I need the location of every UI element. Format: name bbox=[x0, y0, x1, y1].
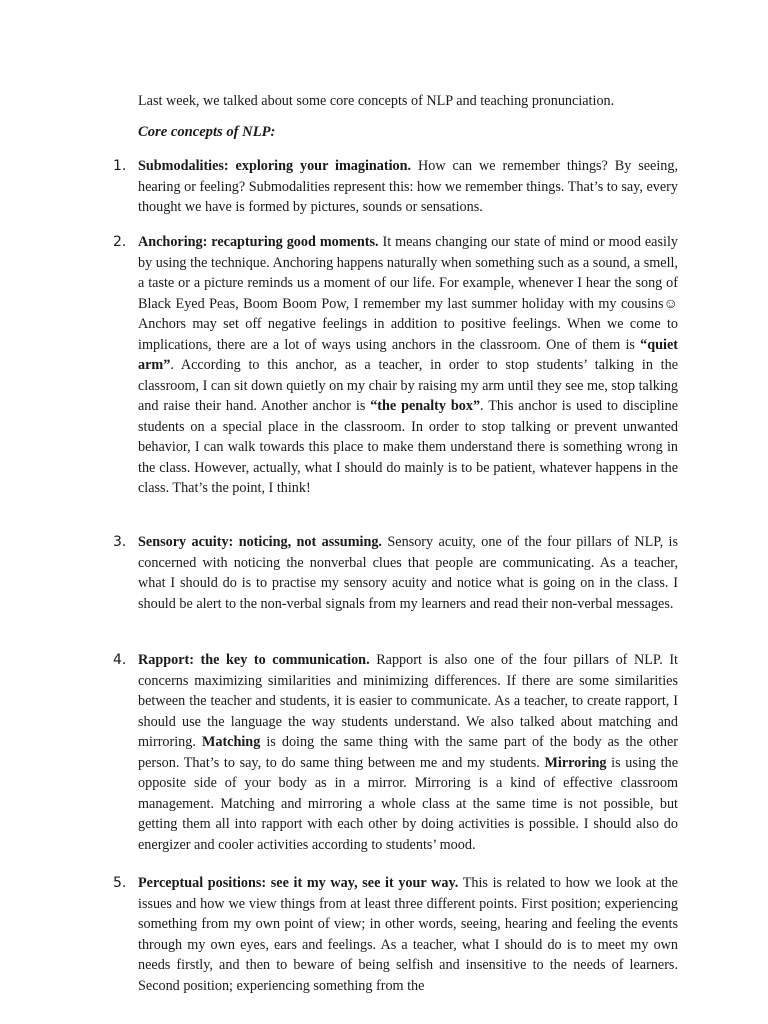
list-item-4 bbox=[113, 650, 678, 855]
text-run: . This anchor is used to discipline students on a special place in the classroom. In order to stop talking or prevent unwanted behavior, I can walk towards this place to make them understand there is something wrong in the class. However, actually, what I should do mainly is to be patient, whatever happens in the class. That’s the point, I think! bbox=[138, 398, 679, 496]
bold-phrase: Matching bbox=[201, 734, 261, 750]
list-item-5 bbox=[113, 873, 678, 996]
item-text bbox=[138, 650, 678, 855]
bold-phrase: Anchoring: recapturing good moments. bbox=[138, 234, 379, 250]
bold-phrase: “quiet arm” bbox=[138, 336, 678, 373]
item-number: 1. bbox=[113, 158, 127, 174]
text-run: is doing the same thing with the same part of the body as the other person. That’s to say, to do same thing between me and my students. bbox=[138, 734, 678, 771]
list-item-2 bbox=[113, 232, 678, 499]
list-item-1 bbox=[113, 156, 678, 218]
text-run: Rapport is also one of the four pillars of NLP. It concerns maximizing similarities and minimizing differences. If there are some similarities between the teacher and students, it is easier to communicate. As a teacher, to create rapport, I should use the language the way students understand. We also talked about matching and mirroring. bbox=[138, 652, 678, 750]
text-run: is using the opposite side of your body as in a mirror. Mirroring is a kind of effective classroom management. Matching and mirroring a whole class at the same time is not possible, but getting them all into rapport with each other by doing activities is possible. I should also do energizer and cooler activities according to students’ mood. bbox=[138, 754, 678, 853]
item-text bbox=[138, 232, 678, 499]
text-run: This is related to how we look at the issues and how we view things from at least three different points. First position; experiencing something from my own point of view; in other words, seeing, hearing and feeling the events through my own eyes, ears and feelings. As a teacher, what I should do is to meet my own needs firstly, and then to beware of being selfish and insensitive to the needs of learners. Second position; experiencing something from the bbox=[138, 875, 678, 994]
text-run: How can we remember things? By seeing, hearing or feeling? Submodalities represent this: how we remember things. That’s to say, every thought we have is formed by pictures, sounds or sensations. bbox=[138, 158, 678, 215]
item-number: 3. bbox=[113, 534, 127, 550]
bold-phrase: Sensory acuity: noticing, not assuming. bbox=[138, 534, 382, 550]
intro-paragraph: Last week, we talked about some core concepts of NLP and teaching pronunciation. bbox=[138, 93, 615, 109]
list-item-3 bbox=[113, 532, 678, 614]
section-heading: Core concepts of NLP: bbox=[138, 124, 276, 140]
item-text bbox=[138, 156, 678, 218]
item-number: 5. bbox=[113, 875, 127, 891]
text-run: Sensory acuity, one of the four pillars of NLP, is concerned with noticing the nonverbal clues that people are communicating. As a teacher, what I should do is to practise my sensory acuity and notice what is going on in the class. I should be alert to the non-verbal signals from my learners and read their non-verbal messages. bbox=[138, 534, 678, 612]
bold-phrase: Mirroring bbox=[544, 754, 607, 771]
item-text bbox=[138, 532, 678, 614]
item-number: 4. bbox=[113, 652, 127, 668]
text-run: It means changing our state of mind or mood easily by using the technique. Anchoring happens naturally when something such as a sound, a smell, a taste or a picture reminds us a moment of our life. For example, whenever I hear the song of Black Eyed Peas, Boom Boom Pow, I remember my last summer holiday with my cousins☺ Anchors may set off negative feelings in addition to positive feelings. When we come to implications, there are a lot of ways using anchors in the classroom. One of them is bbox=[138, 234, 678, 353]
text-run: . According to this anchor, as a teacher, in order to stop students’ talking in the classroom, I can sit down quietly on my chair by raising my arm until they see me, stop talking and raise their hand. Another anchor is bbox=[138, 357, 678, 414]
bold-phrase: Perceptual positions: see it my way, see it your way. bbox=[138, 875, 459, 891]
item-number: 2. bbox=[113, 234, 127, 250]
bold-phrase: Rapport: the key to communication. bbox=[138, 652, 370, 668]
item-text bbox=[138, 873, 678, 996]
bold-phrase: “the penalty box” bbox=[370, 398, 481, 414]
bold-phrase: Submodalities: exploring your imagination. bbox=[138, 158, 412, 174]
